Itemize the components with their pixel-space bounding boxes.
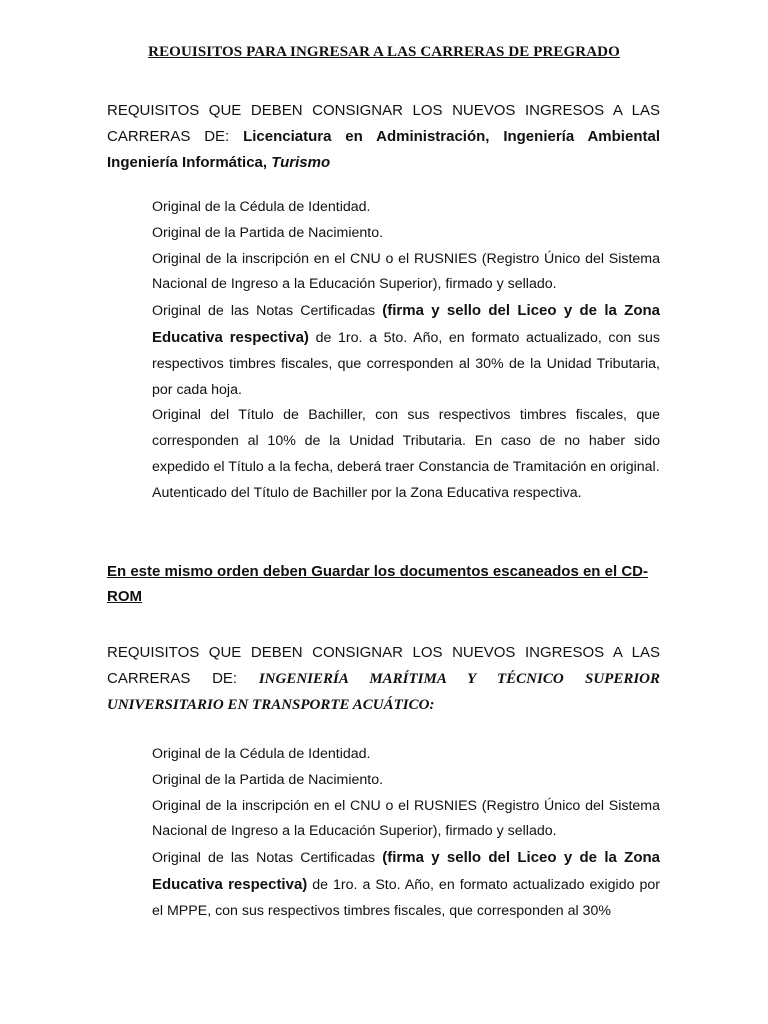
requirement-partida: Original de la Partida de Nacimiento.: [152, 771, 384, 788]
requirement-notas-c: de 1ro. a Sto. Año, en formato actualizado exigido por el MPPE, con sus respectivos timbres fiscales, que corresponden al 30%: [152, 876, 660, 919]
requirement-autenticado: Autenticado del Título de Bachiller por la Zona Educativa respectiva.: [152, 484, 582, 501]
section1-requirements-list: [152, 195, 660, 507]
requirement-notas-a: Original de las Notas Certificadas: [152, 303, 376, 320]
requirement-notas: [152, 298, 660, 403]
requirement-notas-c: de 1ro. a 5to. Año, en formato actualizado, con sus respectivos timbres fiscales, que corresponden al 30% de la Unidad Tributaria, por cada hoja.: [152, 329, 660, 398]
document-title: REOUISITOS PARA INGRESAR A LAS CARRERAS DE PREGRADO: [148, 44, 620, 60]
section1-intro-prefix: REQUISITOS QUE DEBEN CONSIGNAR LOS NUEVOS INGRESOS A LAS CARRERAS DE:: [107, 102, 660, 145]
cd-rom-note: En este mismo orden deben Guardar los documentos escaneados en el CD-ROM: [107, 563, 648, 605]
section1-intro: [107, 98, 660, 176]
section2-requirements-list: [152, 742, 660, 925]
section2-careers: INGENIERÍA MARÍTIMA Y TÉCNICO SUPERIOR UNIVERSITARIO EN TRANSPORTE ACUÁTICO:: [107, 671, 661, 713]
requirement-titulo: Original del Título de Bachiller, con sus respectivos timbres fiscales, que corresponden al 10% de la Unidad Tributaria. En caso de no haber sido expedido el Título a la fecha, deberá traer Constancia de Tramitación en original.: [152, 407, 660, 475]
requirement-notas: [152, 845, 660, 924]
section2-intro: [107, 640, 660, 718]
section1-careers: Licenciatura en Administración, Ingeniería Ambiental Ingeniería Informática,: [107, 128, 660, 171]
requirement-notas-a: Original de las Notas Certificadas: [152, 850, 376, 867]
requirement-cedula: Original de la Cédula de Identidad.: [152, 199, 371, 215]
requirement-notas-b: (firma y sello del Liceo y de la Zona Educativa respectiva): [152, 849, 660, 893]
requirement-partida: Original de la Partida de Nacimiento.: [152, 224, 384, 241]
section2-intro-prefix: REQUISITOS QUE DEBEN CONSIGNAR LOS NUEVOS INGRESOS A LAS CARRERAS DE:: [107, 644, 660, 687]
requirement-cnu: Original de la inscripción en el CNU o el RUSNIES (Registro Único del Sistema Nacional de Ingreso a la Educación Superior), firmado y sellado.: [152, 797, 660, 840]
requirement-notas-b: (firma y sello del Liceo y de la Zona Educativa respectiva): [152, 302, 660, 346]
section1-career-turismo: Turismo: [271, 154, 331, 171]
requirement-cedula: Original de la Cédula de Identidad.: [152, 746, 371, 762]
requirement-cnu: Original de la inscripción en el CNU o el RUSNIES (Registro Único del Sistema Nacional de Ingreso a la Educación Superior), firmado y sellado.: [152, 250, 660, 293]
